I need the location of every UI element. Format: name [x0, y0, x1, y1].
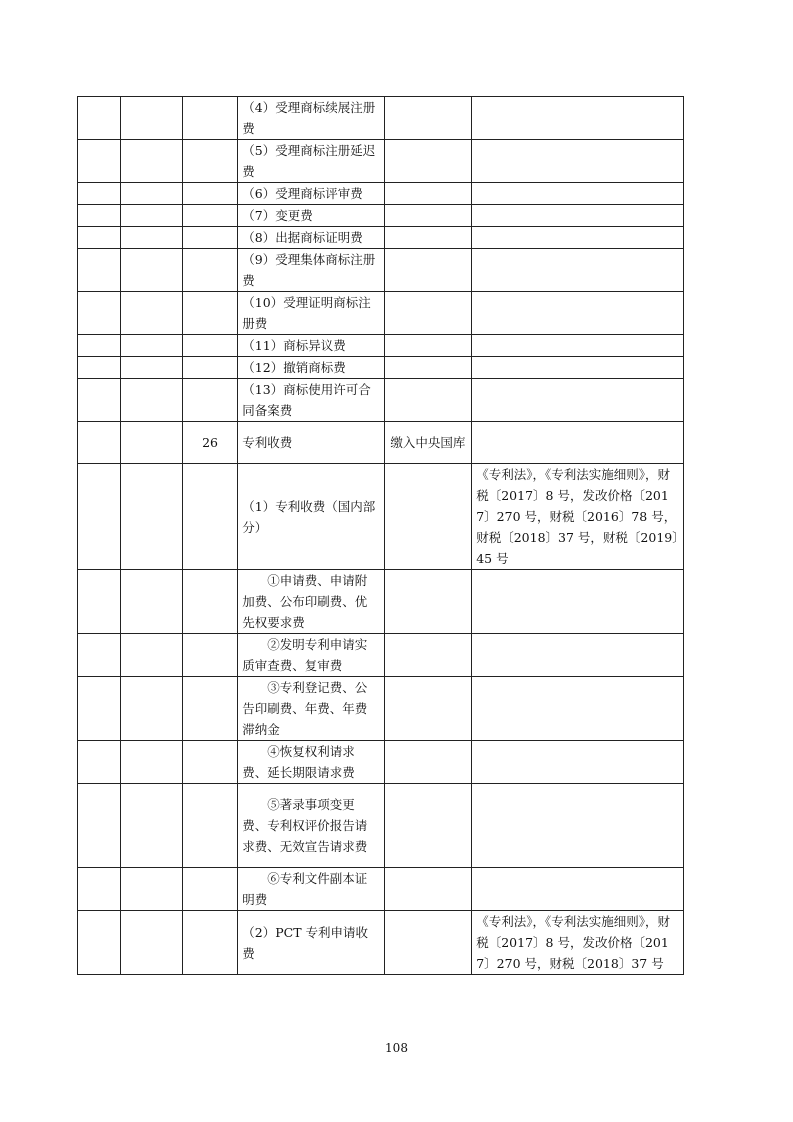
table-row — [78, 357, 684, 379]
fee-subitem-name: ②发明专利申请实质审查费、复审费 — [238, 634, 384, 677]
fee-item-name: （4）受理商标续展注册费 — [238, 97, 384, 140]
table-row — [78, 249, 684, 292]
table-row — [78, 205, 684, 227]
fee-item-name: （12）撤销商标费 — [238, 357, 384, 379]
fee-subitem-name: ④恢复权利请求费、延长期限请求费 — [238, 741, 384, 784]
table-row — [78, 227, 684, 249]
fee-table — [77, 96, 684, 975]
fee-item-name: （1）专利收费（国内部分） — [238, 464, 384, 570]
table-row — [78, 464, 684, 570]
fee-item-name: （2）PCT 专利申请收费 — [238, 911, 384, 975]
fee-item-name: （11）商标异议费 — [238, 335, 384, 357]
table-row — [78, 183, 684, 205]
fee-item-name: （13）商标使用许可合同备案费 — [238, 379, 384, 422]
table-row — [78, 335, 684, 357]
table-row — [78, 379, 684, 422]
fee-item-name: （9）受理集体商标注册费 — [238, 249, 384, 292]
fee-subitem-name: ①申请费、申请附加费、公布印刷费、优先权要求费 — [238, 570, 384, 634]
fee-item-name: （5）受理商标注册延迟费 — [238, 140, 384, 183]
table-row — [78, 868, 684, 911]
table-row — [78, 292, 684, 335]
table-row — [78, 422, 684, 464]
fee-item-name: （7）变更费 — [238, 205, 384, 227]
fee-category-name: 专利收费 — [238, 422, 384, 464]
fee-item-name: （8）出据商标证明费 — [238, 227, 384, 249]
table-row — [78, 570, 684, 634]
fund-destination: 缴入中央国库 — [384, 422, 472, 464]
table-row — [78, 634, 684, 677]
fee-subitem-name: ⑥专利文件副本证明费 — [238, 868, 384, 911]
table-row — [78, 97, 684, 140]
policy-basis: 《专利法》，《专利法实施细则》，财税〔2017〕8 号，发改价格〔2017〕270 号，财税〔2016〕78 号，财税〔2018〕37 号，财税〔2019〕45 号 — [472, 464, 684, 570]
fee-subitem-name: ③专利登记费、公告印刷费、年费、年费滞纳金 — [238, 677, 384, 741]
fee-item-name: （10）受理证明商标注册费 — [238, 292, 384, 335]
table-row — [78, 784, 684, 868]
table-row — [78, 911, 684, 975]
item-number: 26 — [182, 422, 237, 464]
page-number: 108 — [385, 1041, 408, 1055]
table-row — [78, 741, 684, 784]
table-row — [78, 140, 684, 183]
fee-subitem-name: ⑤著录事项变更费、专利权评价报告请求费、无效宣告请求费 — [238, 784, 384, 868]
policy-basis: 《专利法》，《专利法实施细则》，财税〔2017〕8 号，发改价格〔2017〕270 号，财税〔2018〕37 号 — [472, 911, 684, 975]
table-row — [78, 677, 684, 741]
fee-item-name: （6）受理商标评审费 — [238, 183, 384, 205]
